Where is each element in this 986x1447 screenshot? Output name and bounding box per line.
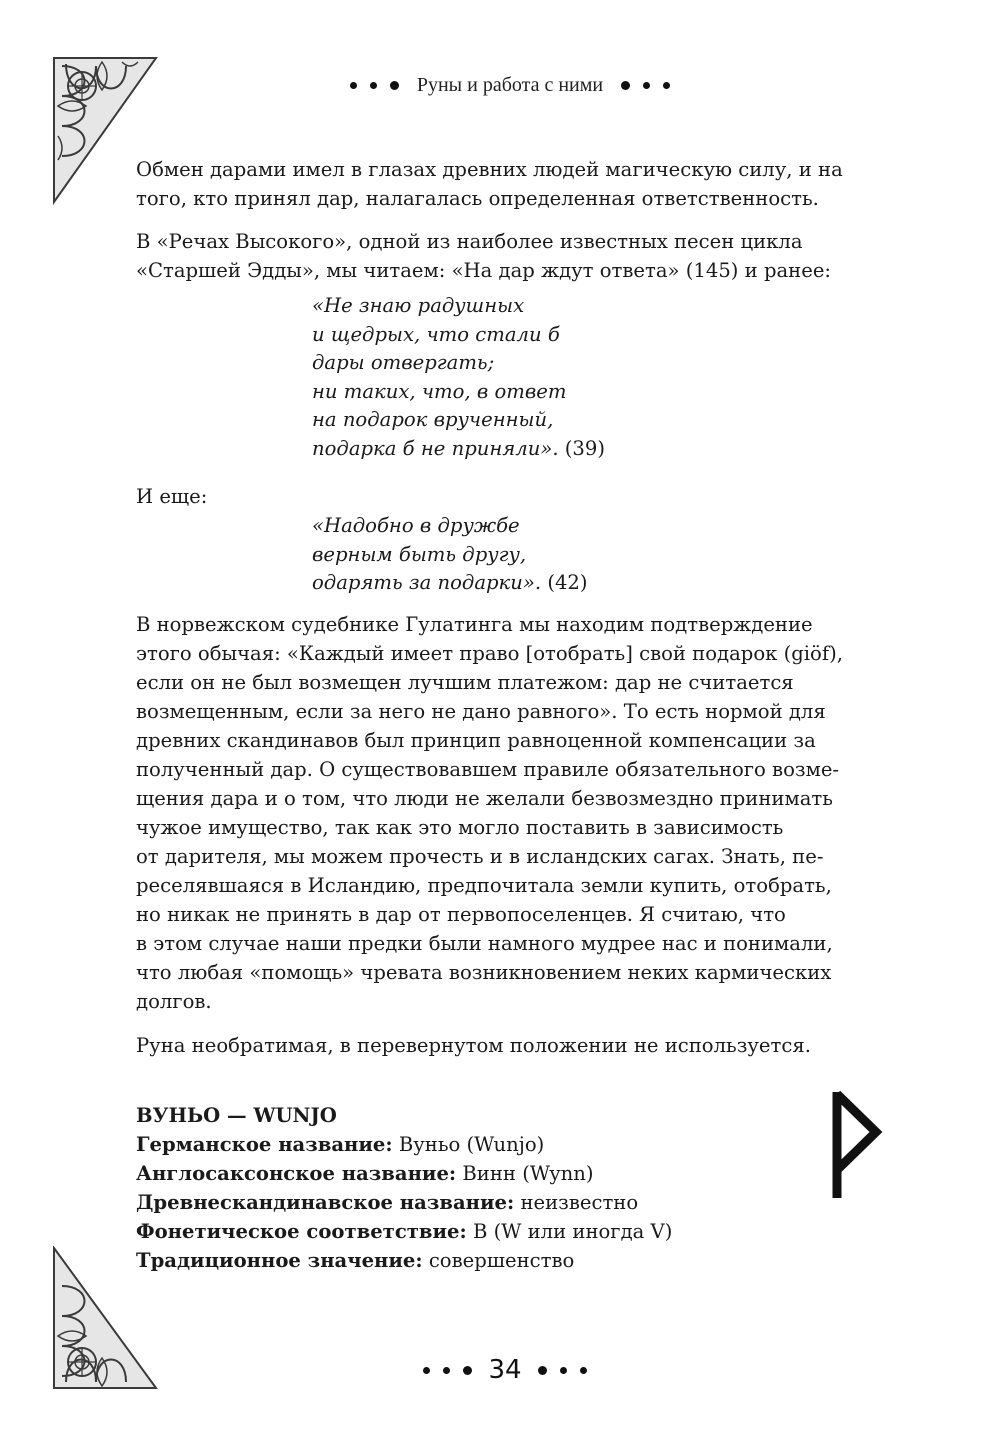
header-title: Руны и работа с ними bbox=[416, 73, 604, 96]
verse-quote-39 bbox=[312, 292, 872, 464]
text-line: но никак не принять в дар от первопоселенцев. Я считаю, что bbox=[136, 903, 786, 926]
wunjo-rune-icon bbox=[822, 1088, 886, 1208]
text-line: щения дара и о том, что люди не желали безвозмездно принимать bbox=[136, 787, 833, 810]
rune-spec-row bbox=[136, 1130, 756, 1159]
text-line: этого обычая: «Каждый имеет право [отобрать] свой подарок (giöf), bbox=[136, 642, 843, 665]
text-line: В норвежском судебнике Гулатинга мы находим подтверждение bbox=[136, 613, 813, 636]
rune-spec-row bbox=[136, 1217, 756, 1246]
footer-dots-right bbox=[538, 1366, 587, 1375]
rune-spec-block bbox=[136, 1101, 756, 1275]
bullet-dot-icon bbox=[443, 1367, 450, 1374]
bullet-dot-icon bbox=[423, 1367, 430, 1374]
paragraph-and-also bbox=[136, 482, 866, 511]
rune-spec-row bbox=[136, 1159, 756, 1188]
text-line: Руна необратимая, в перевернутом положении не используется. bbox=[136, 1034, 811, 1057]
rune-spec-row bbox=[136, 1188, 756, 1217]
text-line: чужое имущество, так как это могло поставить в зависимость bbox=[136, 816, 784, 839]
bullet-dot-icon bbox=[663, 82, 670, 89]
footer-dots-left bbox=[423, 1366, 472, 1375]
verse-line: верным быть другу, bbox=[312, 542, 527, 566]
bullet-dot-icon bbox=[350, 82, 357, 89]
text-line: возмещенным, если за него не дано равного». То есть нормой для bbox=[136, 700, 826, 723]
spec-label: Германское название: bbox=[136, 1133, 393, 1156]
text-line: «Старшей Эдды», мы читаем: «На дар ждут ответа» (145) и ранее: bbox=[136, 259, 832, 282]
bullet-dot-icon bbox=[370, 82, 377, 89]
verse-line: на подарок врученный, bbox=[312, 408, 554, 432]
verse-reference: (42) bbox=[541, 571, 588, 595]
verse-line: «Надобно в дружбе bbox=[312, 514, 520, 537]
text-line: полученный дар. О существовавшем правиле обязательного возме- bbox=[136, 758, 840, 781]
text-line: долгов. bbox=[136, 990, 212, 1013]
spec-label: Англосаксонское название: bbox=[136, 1162, 457, 1185]
spec-label: Древнескандинавское название: bbox=[136, 1191, 515, 1214]
text-line: И еще: bbox=[136, 485, 208, 508]
text-line: того, кто принял дар, налагалась определенная ответственность. bbox=[136, 187, 819, 210]
spec-label: Традиционное значение: bbox=[136, 1249, 423, 1272]
text-line: если он не был возмещен лучшим платежом: дар не считается bbox=[136, 671, 794, 694]
verse-line: «Не знаю радушных bbox=[312, 294, 525, 317]
rune-heading: ВУНЬО — WUNJO bbox=[136, 1104, 337, 1127]
page-footer bbox=[400, 1352, 610, 1388]
verse-line: одарять за подарки». bbox=[312, 571, 542, 595]
spec-value: Винн (Wynn) bbox=[456, 1162, 594, 1185]
spec-label: Фонетическое соответствие: bbox=[136, 1220, 467, 1243]
bullet-dot-icon bbox=[538, 1366, 547, 1375]
bullet-dot-icon bbox=[621, 81, 630, 90]
bullet-dot-icon bbox=[560, 1367, 567, 1374]
paragraph-gulathing-law bbox=[136, 610, 866, 1016]
bullet-dot-icon bbox=[463, 1366, 472, 1375]
rune-spec-row bbox=[136, 1246, 756, 1275]
verse-line: подарка б не приняли». bbox=[312, 436, 559, 460]
paragraph-havamal-intro bbox=[136, 227, 866, 285]
text-line: что любая «помощь» чревата возникновением неких кармических bbox=[136, 961, 832, 984]
bullet-dot-icon bbox=[580, 1367, 587, 1374]
verse-quote-42 bbox=[312, 512, 872, 598]
page-number: 34 bbox=[488, 1355, 522, 1385]
spec-value: совершенство bbox=[422, 1249, 575, 1272]
verse-reference: (39) bbox=[558, 436, 606, 460]
spec-value: неизвестно bbox=[514, 1191, 639, 1214]
spec-value: Вуньо (Wunjo) bbox=[392, 1133, 545, 1156]
verse-line: ни таких, что, в ответ bbox=[312, 379, 567, 403]
text-line: в этом случае наши предки были намного мудрее нас и понимали, bbox=[136, 932, 833, 955]
paragraph-gift-exchange bbox=[136, 155, 866, 213]
verse-line: дары отвергать; bbox=[312, 351, 495, 375]
text-line: древних скандинавов был принцип равноценной компенсации за bbox=[136, 729, 816, 752]
verse-line: и щедрых, что стали б bbox=[312, 322, 560, 346]
running-header bbox=[300, 70, 720, 100]
text-line: от дарителя, мы можем прочесть и в исландских сагах. Знать, пе- bbox=[136, 845, 824, 868]
paragraph-irreversible-rune bbox=[136, 1031, 866, 1060]
bullet-dot-icon bbox=[643, 82, 650, 89]
bullet-dot-icon bbox=[390, 81, 399, 90]
text-line: реселявшаяся в Исландию, предпочитала земли купить, отобрать, bbox=[136, 874, 832, 897]
text-line: В «Речах Высокого», одной из наиболее известных песен цикла bbox=[136, 230, 803, 253]
header-dots-left bbox=[350, 81, 399, 90]
spec-value: В (W или иногда V) bbox=[466, 1220, 673, 1243]
header-dots-right bbox=[621, 81, 670, 90]
text-line: Обмен дарами имел в глазах древних людей магическую силу, и на bbox=[136, 158, 843, 181]
